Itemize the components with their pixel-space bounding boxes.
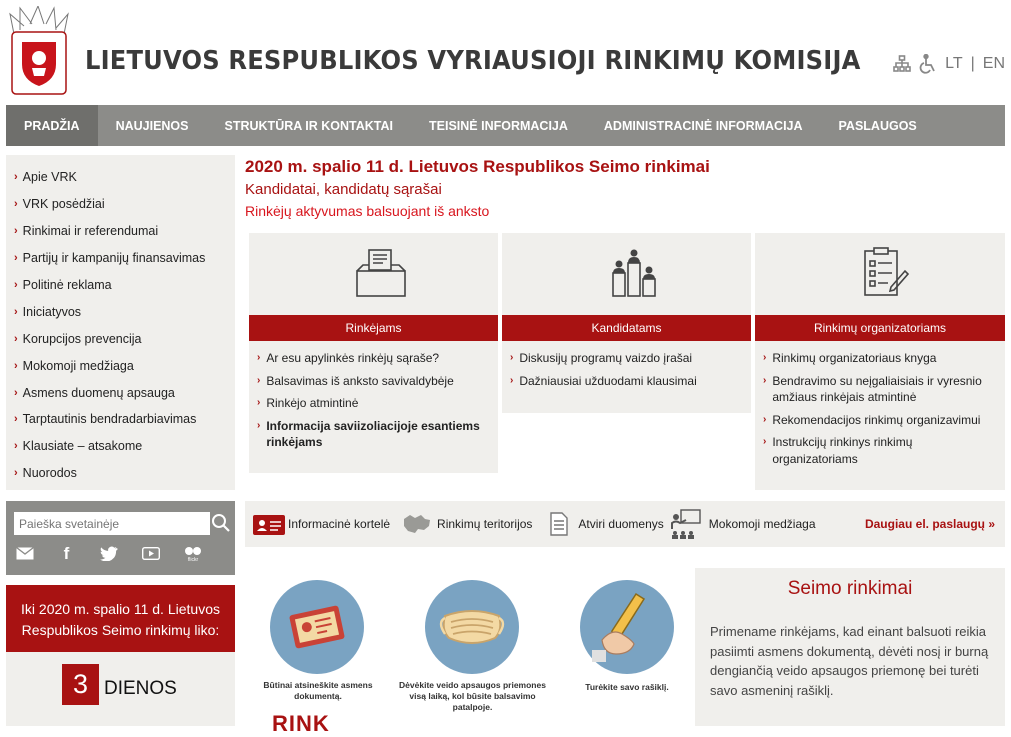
site-title[interactable]: LIETUVOS RESPUBLIKOS VYRIAUSIOJI RINKIMŲ KOMISIJA (85, 46, 861, 76)
card-kandidatams (502, 233, 751, 413)
nav-naujienos[interactable]: NAUJIENOS (115, 118, 189, 133)
ballot-box-icon[interactable] (355, 249, 407, 297)
chevron-right-icon: › (763, 436, 767, 447)
countdown-days (6, 652, 235, 726)
face-mask-icon (425, 580, 519, 674)
card-link-label: Diskusijų programų vaizdo įrašai (519, 351, 693, 365)
service-label: Informacinė kortelė (288, 517, 391, 531)
promo-caption: Dėvėkite veido apsaugos priemones visą laiką, kol būsite balsavimo patalpoje. (399, 680, 546, 712)
card-title[interactable]: Rinkėjams (249, 315, 498, 341)
page-title[interactable]: 2020 m. spalio 11 d. Lietuvos Respublikos Seimo rinkimai (245, 157, 710, 176)
sidebar-item[interactable] (6, 325, 235, 352)
card-link[interactable] (763, 373, 995, 406)
mail-icon[interactable] (15, 545, 34, 562)
chevron-right-icon: › (14, 225, 18, 238)
search-icon[interactable] (211, 513, 231, 533)
sidebar-item[interactable] (6, 433, 235, 460)
search-panel (6, 501, 235, 575)
sidebar (6, 155, 235, 490)
nav-pradzia[interactable]: PRADŽIA (6, 105, 98, 146)
service-label: Mokomoji medžiaga (708, 517, 816, 531)
chevron-right-icon: › (510, 352, 514, 363)
card-link-label: Rinkėjo atmintinė (266, 396, 359, 410)
service-informacine-kortele[interactable] (253, 513, 390, 535)
chevron-right-icon: › (14, 279, 18, 291)
sidebar-item[interactable] (6, 245, 235, 272)
promo-caption: Turėkite savo rašiklį. (585, 682, 669, 692)
card-rinkejams (249, 233, 498, 473)
accessibility-icon[interactable] (919, 54, 937, 74)
sidebar-item-label: Korupcijos prevencija (22, 331, 142, 346)
social-links (15, 545, 202, 562)
chevron-right-icon: › (257, 374, 261, 386)
chevron-right-icon: › (763, 374, 767, 386)
sidebar-item-label: Rinkimai ir referendumai (22, 224, 159, 239)
nav-paslaugos[interactable]: PASLAUGOS (838, 118, 917, 133)
info-box (695, 568, 1005, 726)
chevron-right-icon: › (763, 352, 767, 363)
card-link-label: Dažniausiai užduodami klausimai (519, 373, 697, 388)
lang-separator: | (970, 55, 975, 72)
sidebar-item[interactable] (6, 164, 235, 191)
card-link[interactable] (510, 350, 741, 367)
turnout-link[interactable]: Rinkėjų aktyvumas balsuojant iš anksto (245, 203, 490, 219)
service-mokomoji-medziaga[interactable] (669, 509, 816, 539)
promo-circle (270, 580, 364, 674)
countdown-banner: Iki 2020 m. spalio 11 d. Lietuvos Respublikos Seimo rinkimų liko: (6, 585, 235, 652)
card-title[interactable]: Rinkimų organizatoriams (755, 315, 1005, 341)
sidebar-item-label: Tarptautinis bendradarbiavimas (22, 412, 197, 427)
facebook-icon[interactable]: f (63, 543, 70, 563)
chevron-right-icon: › (510, 374, 514, 386)
sidebar-item[interactable] (6, 460, 235, 487)
main-nav (6, 105, 1005, 146)
lang-lt[interactable]: LT (945, 55, 963, 72)
countdown-unit: DIENOS (104, 678, 177, 699)
service-rinkimu-teritorijos[interactable] (402, 513, 532, 535)
sidebar-item-label: Partijų ir kampanijų finansavimas (22, 251, 206, 266)
sidebar-item[interactable] (6, 352, 235, 379)
card-title[interactable]: Kandidatams (502, 315, 751, 341)
card-link-label: Bendravimo su neįgaliaisiais ir vyresnio amžiaus rinkėjais atmintinė (772, 373, 982, 404)
teacher-icon (669, 509, 701, 539)
sidebar-item-label: Mokomoji medžiaga (22, 358, 134, 373)
info-box-title[interactable]: Seimo rinkimai (787, 578, 913, 599)
pen-icon (580, 580, 674, 674)
sidebar-item[interactable] (6, 218, 235, 245)
chevron-right-icon: › (763, 413, 767, 425)
flickr-icon[interactable] (183, 545, 202, 562)
card-link-label: Ar esu apylinkės rinkėjų sąraše? (266, 351, 440, 365)
card-link-label: Informacija saviizoliacijoje esantiems rinkėjams (266, 418, 480, 449)
promo-banner-text: RINK (272, 711, 330, 736)
sidebar-item[interactable] (6, 298, 235, 325)
chevron-right-icon: › (14, 332, 18, 345)
header-tools (893, 54, 1005, 74)
card-link[interactable] (763, 412, 995, 429)
chevron-right-icon: › (14, 252, 18, 265)
sidebar-item-label: Apie VRK (22, 170, 77, 185)
chevron-right-icon: › (14, 198, 18, 211)
card-link[interactable] (510, 373, 741, 390)
card-link-label: Instrukcijų rinkinys rinkimų organizatoriams (772, 435, 913, 466)
chevron-right-icon: › (14, 413, 18, 426)
document-icon (550, 512, 568, 536)
card-link-label: Rekomendacijos rinkimų organizavimui (772, 412, 981, 427)
nav-administracine[interactable]: ADMINISTRACINĖ INFORMACIJA (603, 118, 803, 133)
service-label: Rinkimų teritorijos (437, 517, 533, 531)
search-input[interactable] (14, 512, 210, 535)
chevron-right-icon: › (14, 467, 18, 480)
promo-circle (580, 580, 674, 674)
sidebar-item-label: Politinė reklama (22, 278, 112, 292)
nav-teisine[interactable]: TEISINĖ INFORMACIJA (429, 118, 568, 133)
card-link[interactable] (257, 395, 488, 412)
youtube-icon[interactable] (141, 545, 160, 562)
services-bar (245, 501, 1005, 547)
card-link-label: Balsavimas iš anksto savivaldybėje (266, 373, 454, 388)
sidebar-item-label: VRK posėdžiai (22, 197, 105, 212)
sidebar-item-label: Iniciatyvos (22, 304, 82, 319)
card-link[interactable] (257, 418, 488, 451)
twitter-icon[interactable] (99, 545, 118, 562)
card-organizatoriams (755, 233, 1005, 490)
chevron-right-icon: › (257, 419, 261, 431)
chevron-right-icon: › (257, 352, 261, 363)
service-atviri-duomenys[interactable] (550, 512, 663, 536)
sidebar-item[interactable] (6, 272, 235, 299)
card-link-label: Rinkimų organizatoriaus knyga (772, 351, 937, 365)
card-link[interactable] (257, 350, 488, 367)
chevron-right-icon: › (14, 359, 18, 372)
sidebar-item[interactable] (6, 406, 235, 433)
sidebar-item[interactable] (6, 379, 235, 406)
chevron-right-icon: › (14, 305, 18, 318)
sitemap-icon[interactable] (893, 55, 911, 73)
card-link[interactable] (257, 373, 488, 390)
countdown-value: 3 (62, 664, 99, 705)
promo-caption: Būtinai atsineškite asmens dokumentą. (263, 680, 373, 701)
card-link[interactable] (763, 434, 995, 467)
chevron-right-icon: › (14, 440, 18, 453)
sidebar-item[interactable] (6, 191, 235, 218)
service-label: Atviri duomenys (578, 517, 664, 531)
candidates-podium-icon[interactable] (610, 245, 658, 297)
sidebar-item-label: Asmens duomenų apsauga (22, 385, 175, 400)
lang-en[interactable]: EN (982, 55, 1005, 72)
more-services-link[interactable]: Daugiau el. paslaugų » (864, 517, 995, 531)
header (0, 0, 1011, 105)
chevron-right-icon: › (14, 171, 18, 184)
vrk-logo[interactable] (6, 6, 72, 98)
chevron-right-icon: › (14, 386, 18, 399)
id-card-icon (253, 513, 285, 535)
checklist-icon[interactable] (861, 247, 909, 297)
info-box-text: Primename rinkėjams, kad einant balsuoti reikia pasiimti asmens dokumentą, dėvėti nosį ir burną dengiančią veido apsaugos priemonę bei turėti savo asmeninį rašiklį. (710, 624, 989, 698)
promo-circle (425, 580, 519, 674)
sidebar-item-label: Klausiate – atsakome (22, 439, 143, 454)
svg-text:flickr: flickr (187, 556, 198, 562)
chevron-right-icon: › (257, 397, 261, 408)
map-icon (402, 513, 432, 535)
id-document-icon (270, 580, 364, 674)
card-link[interactable] (763, 350, 995, 367)
sidebar-item-label: Nuorodos (22, 466, 77, 481)
candidates-link[interactable]: Kandidatai, kandidatų sąrašai (245, 181, 442, 198)
nav-struktura[interactable]: STRUKTŪRA IR KONTAKTAI (224, 118, 393, 133)
